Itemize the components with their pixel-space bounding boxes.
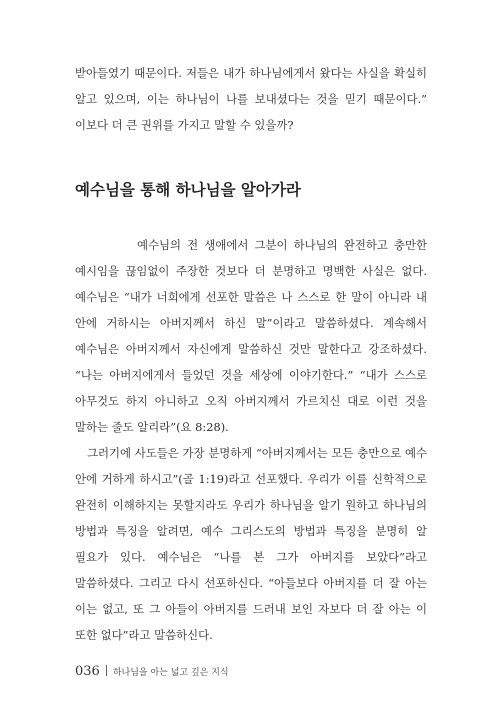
body-paragraph-2: 그러기에 사도들은 가장 분명하게 “아버지께서는 모든 충만으로 예수 안에 거하게 하시고”(골 1:19)라고 선포했다. 우리가 이를 신학적으로 완전히 이해하지는 못할지라도 우리가 하나님을 알기 원하고 하나님의 방법과 특징을 알려면, 예수 그리스도의 방법과 특징을 분명히 알 필요가 있다. 예수님은 “나를 본 그가 아버지를 보았다”라고 말씀하셨다. 그리고 다시 선포하신다. “아들보다 아버지를 더 잘 아는 이는 없고, 또 그 아들이 아버지를 드러내 보인 자보다 더 잘 아는 이 또한 없다”라고 말씀하신다. — [75, 446, 427, 642]
page-number: 036 — [75, 664, 100, 679]
body-paragraph-1: 예수님의 전 생애에서 그분이 하나님의 완전하고 충만한 예시임을 끊임없이 주장한 것보다 더 분명하고 명백한 사실은 없다. 예수님은 “내가 너희에게 선포한 말씀은 나 스스로 한 말이 아니라 내 안에 거하시는 아버지께서 하신 말”이라고 말씀하셨다. 계속해서 예수님은 아버지께서 자신에게 말씀하신 것만 말한다고 강조하셨다. “나는 아버지에게서 들었던 것을 세상에 이야기한다.” “내가 스스로 아무것도 하지 아니하고 오직 아버지께서 가르치신 대로 이런 것을 말하는 줄도 알리라”(요 8:28). — [75, 238, 427, 434]
section-heading: 예수님을 통해 하나님을 알아가라 — [75, 181, 301, 199]
footer-separator — [106, 665, 107, 676]
running-book-title: 하나님을 아는 넓고 깊은 지식 — [112, 668, 229, 678]
page-footer — [75, 664, 229, 679]
continued-paragraph: 받아들였기 때문이다. 저들은 내가 하나님에게서 왔다는 사실을 확실히 알고 있으며, 이는 하나님이 나를 보내셨다는 것을 믿기 때문이다.” 이보다 더 큰 권위를 가지고 말할 수 있을까? — [75, 66, 427, 132]
body-text — [75, 232, 427, 648]
